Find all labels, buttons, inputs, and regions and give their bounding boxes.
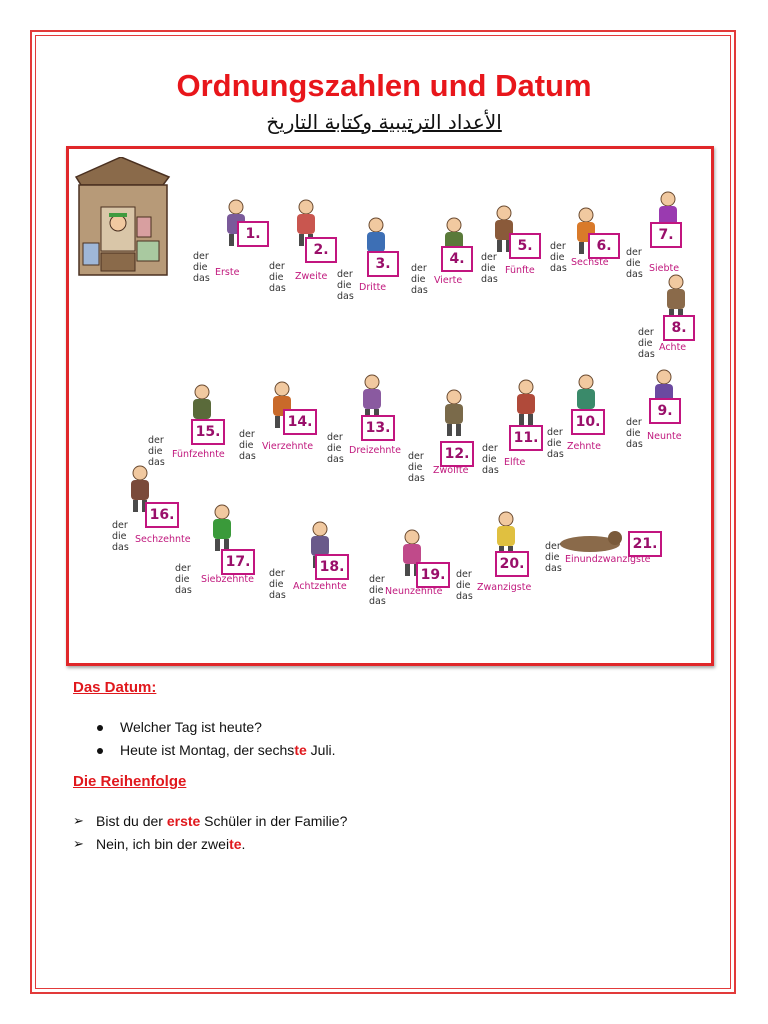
bullet-dot-icon	[97, 725, 103, 731]
ordinal-word: Sechste	[571, 257, 609, 268]
ordinal-number-box: 9.	[649, 398, 681, 424]
ordinal-number-box: 14.	[283, 409, 317, 435]
article-label: der	[369, 574, 385, 585]
article-label: die	[327, 443, 342, 454]
article-list	[327, 432, 344, 465]
article-label: das	[369, 596, 386, 607]
ordinal-word: Dreizehnte	[349, 445, 401, 456]
article-list	[269, 568, 286, 601]
person-figure-icon	[509, 379, 543, 427]
article-label: die	[545, 552, 560, 563]
page-title: Ordnungszahlen und Datum	[176, 68, 592, 103]
article-list	[269, 261, 286, 294]
article-list	[369, 574, 386, 607]
ordinal-word: Elfte	[504, 457, 526, 468]
article-list	[626, 417, 643, 450]
article-label: das	[148, 457, 165, 468]
article-label: das	[175, 585, 192, 596]
article-label: das	[456, 591, 473, 602]
article-label: die	[369, 585, 384, 596]
ordinal-word: Siebte	[649, 263, 680, 274]
ordinal-word: Zweite	[295, 271, 328, 282]
article-label: der	[550, 241, 566, 252]
article-label: das	[408, 473, 425, 484]
article-label: der	[626, 417, 642, 428]
ordinal-word: Dritte	[359, 282, 387, 293]
ordinal-word: Vierzehnte	[262, 441, 314, 452]
ordinal-word: Erste	[215, 267, 240, 278]
datum-item-2: Heute ist Montag, der sechste Juli.	[97, 742, 336, 765]
article-label: die	[193, 262, 208, 273]
article-label: die	[626, 428, 641, 439]
article-label: die	[411, 274, 426, 285]
ordinal-word: Sechzehnte	[135, 534, 191, 545]
ordinal-word: Fünfzehnte	[172, 449, 225, 460]
bullet-dot-icon	[97, 748, 103, 754]
article-label: der	[112, 520, 128, 531]
article-label: der	[545, 541, 561, 552]
article-list	[456, 569, 473, 602]
article-label: das	[193, 273, 210, 284]
article-label: das	[112, 542, 129, 553]
ordinal-illustration-board	[66, 146, 714, 666]
ordinal-number-box: 16.	[145, 502, 179, 528]
article-label: der	[175, 563, 191, 574]
article-label: der	[638, 327, 654, 338]
article-label: das	[550, 263, 567, 274]
ordinal-number-box: 3.	[367, 251, 399, 277]
article-label: der	[456, 569, 472, 580]
ordinal-word: Neunte	[647, 431, 682, 442]
article-label: das	[545, 563, 562, 574]
ordinal-number-box: 7.	[650, 222, 682, 248]
article-label: der	[269, 261, 285, 272]
article-label: die	[482, 454, 497, 465]
ordinal-word: Achte	[659, 342, 687, 353]
ordinal-word: Achtzehnte	[293, 581, 347, 592]
person-figure-icon	[205, 504, 239, 552]
ordinal-number-box: 10.	[571, 409, 605, 435]
article-label: die	[269, 579, 284, 590]
ordinal-word: Siebzehnte	[201, 574, 254, 585]
article-label: das	[269, 590, 286, 601]
article-label: das	[327, 454, 344, 465]
arrow-bullet-icon: ➢	[73, 836, 84, 851]
article-list	[482, 443, 499, 476]
article-list	[481, 252, 498, 285]
person-figure-icon	[437, 389, 471, 437]
article-label: das	[547, 449, 564, 460]
article-label: das	[638, 349, 655, 360]
reihenfolge-item-2: ➢ Nein, ich bin der zweite.	[73, 836, 246, 852]
article-label: der	[481, 252, 497, 263]
article-list	[550, 241, 567, 274]
article-label: der	[547, 427, 563, 438]
article-label: das	[337, 291, 354, 302]
article-label: das	[269, 283, 286, 294]
page-subtitle-arabic: الأعداد الترتيبية وكتابة التاريخ	[266, 110, 502, 134]
article-label: das	[626, 269, 643, 280]
article-label: der	[239, 429, 255, 440]
person-figure-icon	[555, 524, 625, 554]
article-label: der	[626, 247, 642, 258]
ordinal-word: Zwanzigste	[477, 582, 532, 593]
article-label: die	[550, 252, 565, 263]
ordinal-number-box: 6.	[588, 233, 620, 259]
ordinal-number-box: 11.	[509, 425, 543, 451]
article-list	[626, 247, 643, 280]
arrow-bullet-icon: ➢	[73, 813, 84, 828]
ordinal-word: Vierte	[434, 275, 463, 286]
article-label: die	[175, 574, 190, 585]
article-label: die	[626, 258, 641, 269]
article-label: der	[269, 568, 285, 579]
article-label: der	[148, 435, 164, 446]
section-heading-datum: Das Datum:	[73, 679, 157, 696]
ordinal-number-box: 13.	[361, 415, 395, 441]
article-label: die	[638, 338, 653, 349]
ordinal-number-box: 18.	[315, 554, 349, 580]
article-list	[112, 520, 129, 553]
kiosk-illustration	[71, 157, 171, 277]
datum-list	[97, 719, 336, 765]
article-label: das	[626, 439, 643, 450]
article-label: der	[411, 263, 427, 274]
ordinal-word: Einundzwanzigste	[565, 554, 651, 565]
ordinal-word: Fünfte	[505, 265, 535, 276]
article-label: das	[411, 285, 428, 296]
article-label: die	[481, 263, 496, 274]
article-label: die	[269, 272, 284, 283]
ordinal-number-box: 19.	[416, 562, 450, 588]
ordinal-number-box: 2.	[305, 237, 337, 263]
reihenfolge-item-1: ➢ Bist du der erste Schüler in der Familie?	[73, 813, 348, 829]
ordinal-number-box: 15.	[191, 419, 225, 445]
article-label: der	[327, 432, 343, 443]
article-label: die	[547, 438, 562, 449]
ordinal-word: Neunzehnte	[385, 586, 443, 597]
article-list	[411, 263, 428, 296]
section-heading-reihenfolge: Die Reihenfolge	[73, 773, 187, 790]
article-label: das	[481, 274, 498, 285]
ordinal-number-box: 5.	[509, 233, 541, 259]
ordinal-number-box: 12.	[440, 441, 474, 467]
article-label: die	[112, 531, 127, 542]
article-list	[175, 563, 192, 596]
article-list	[193, 251, 210, 284]
article-list	[148, 435, 165, 468]
datum-item-1: Welcher Tag ist heute?	[97, 719, 336, 742]
article-label: der	[408, 451, 424, 462]
article-list	[337, 269, 354, 302]
ordinal-number-box: 17.	[221, 549, 255, 575]
article-list	[638, 327, 655, 360]
ordinal-number-box: 20.	[495, 551, 529, 577]
article-label: die	[337, 280, 352, 291]
article-label: der	[337, 269, 353, 280]
article-label: das	[239, 451, 256, 462]
ordinal-number-box: 21.	[628, 531, 662, 557]
article-label: die	[239, 440, 254, 451]
article-label: der	[193, 251, 209, 262]
article-label: die	[148, 446, 163, 457]
article-label: das	[482, 465, 499, 476]
article-label: der	[482, 443, 498, 454]
ordinal-number-box: 1.	[237, 221, 269, 247]
article-list	[545, 541, 562, 574]
ordinal-word: Zehnte	[567, 441, 601, 452]
article-label: die	[408, 462, 423, 473]
article-list	[408, 451, 425, 484]
article-label: die	[456, 580, 471, 591]
ordinal-word: Zwölfte	[433, 465, 469, 476]
ordinal-number-box: 8.	[663, 315, 695, 341]
ordinal-number-box: 4.	[441, 246, 473, 272]
reihenfolge-list	[73, 813, 347, 859]
article-list	[239, 429, 256, 462]
article-list	[547, 427, 564, 460]
